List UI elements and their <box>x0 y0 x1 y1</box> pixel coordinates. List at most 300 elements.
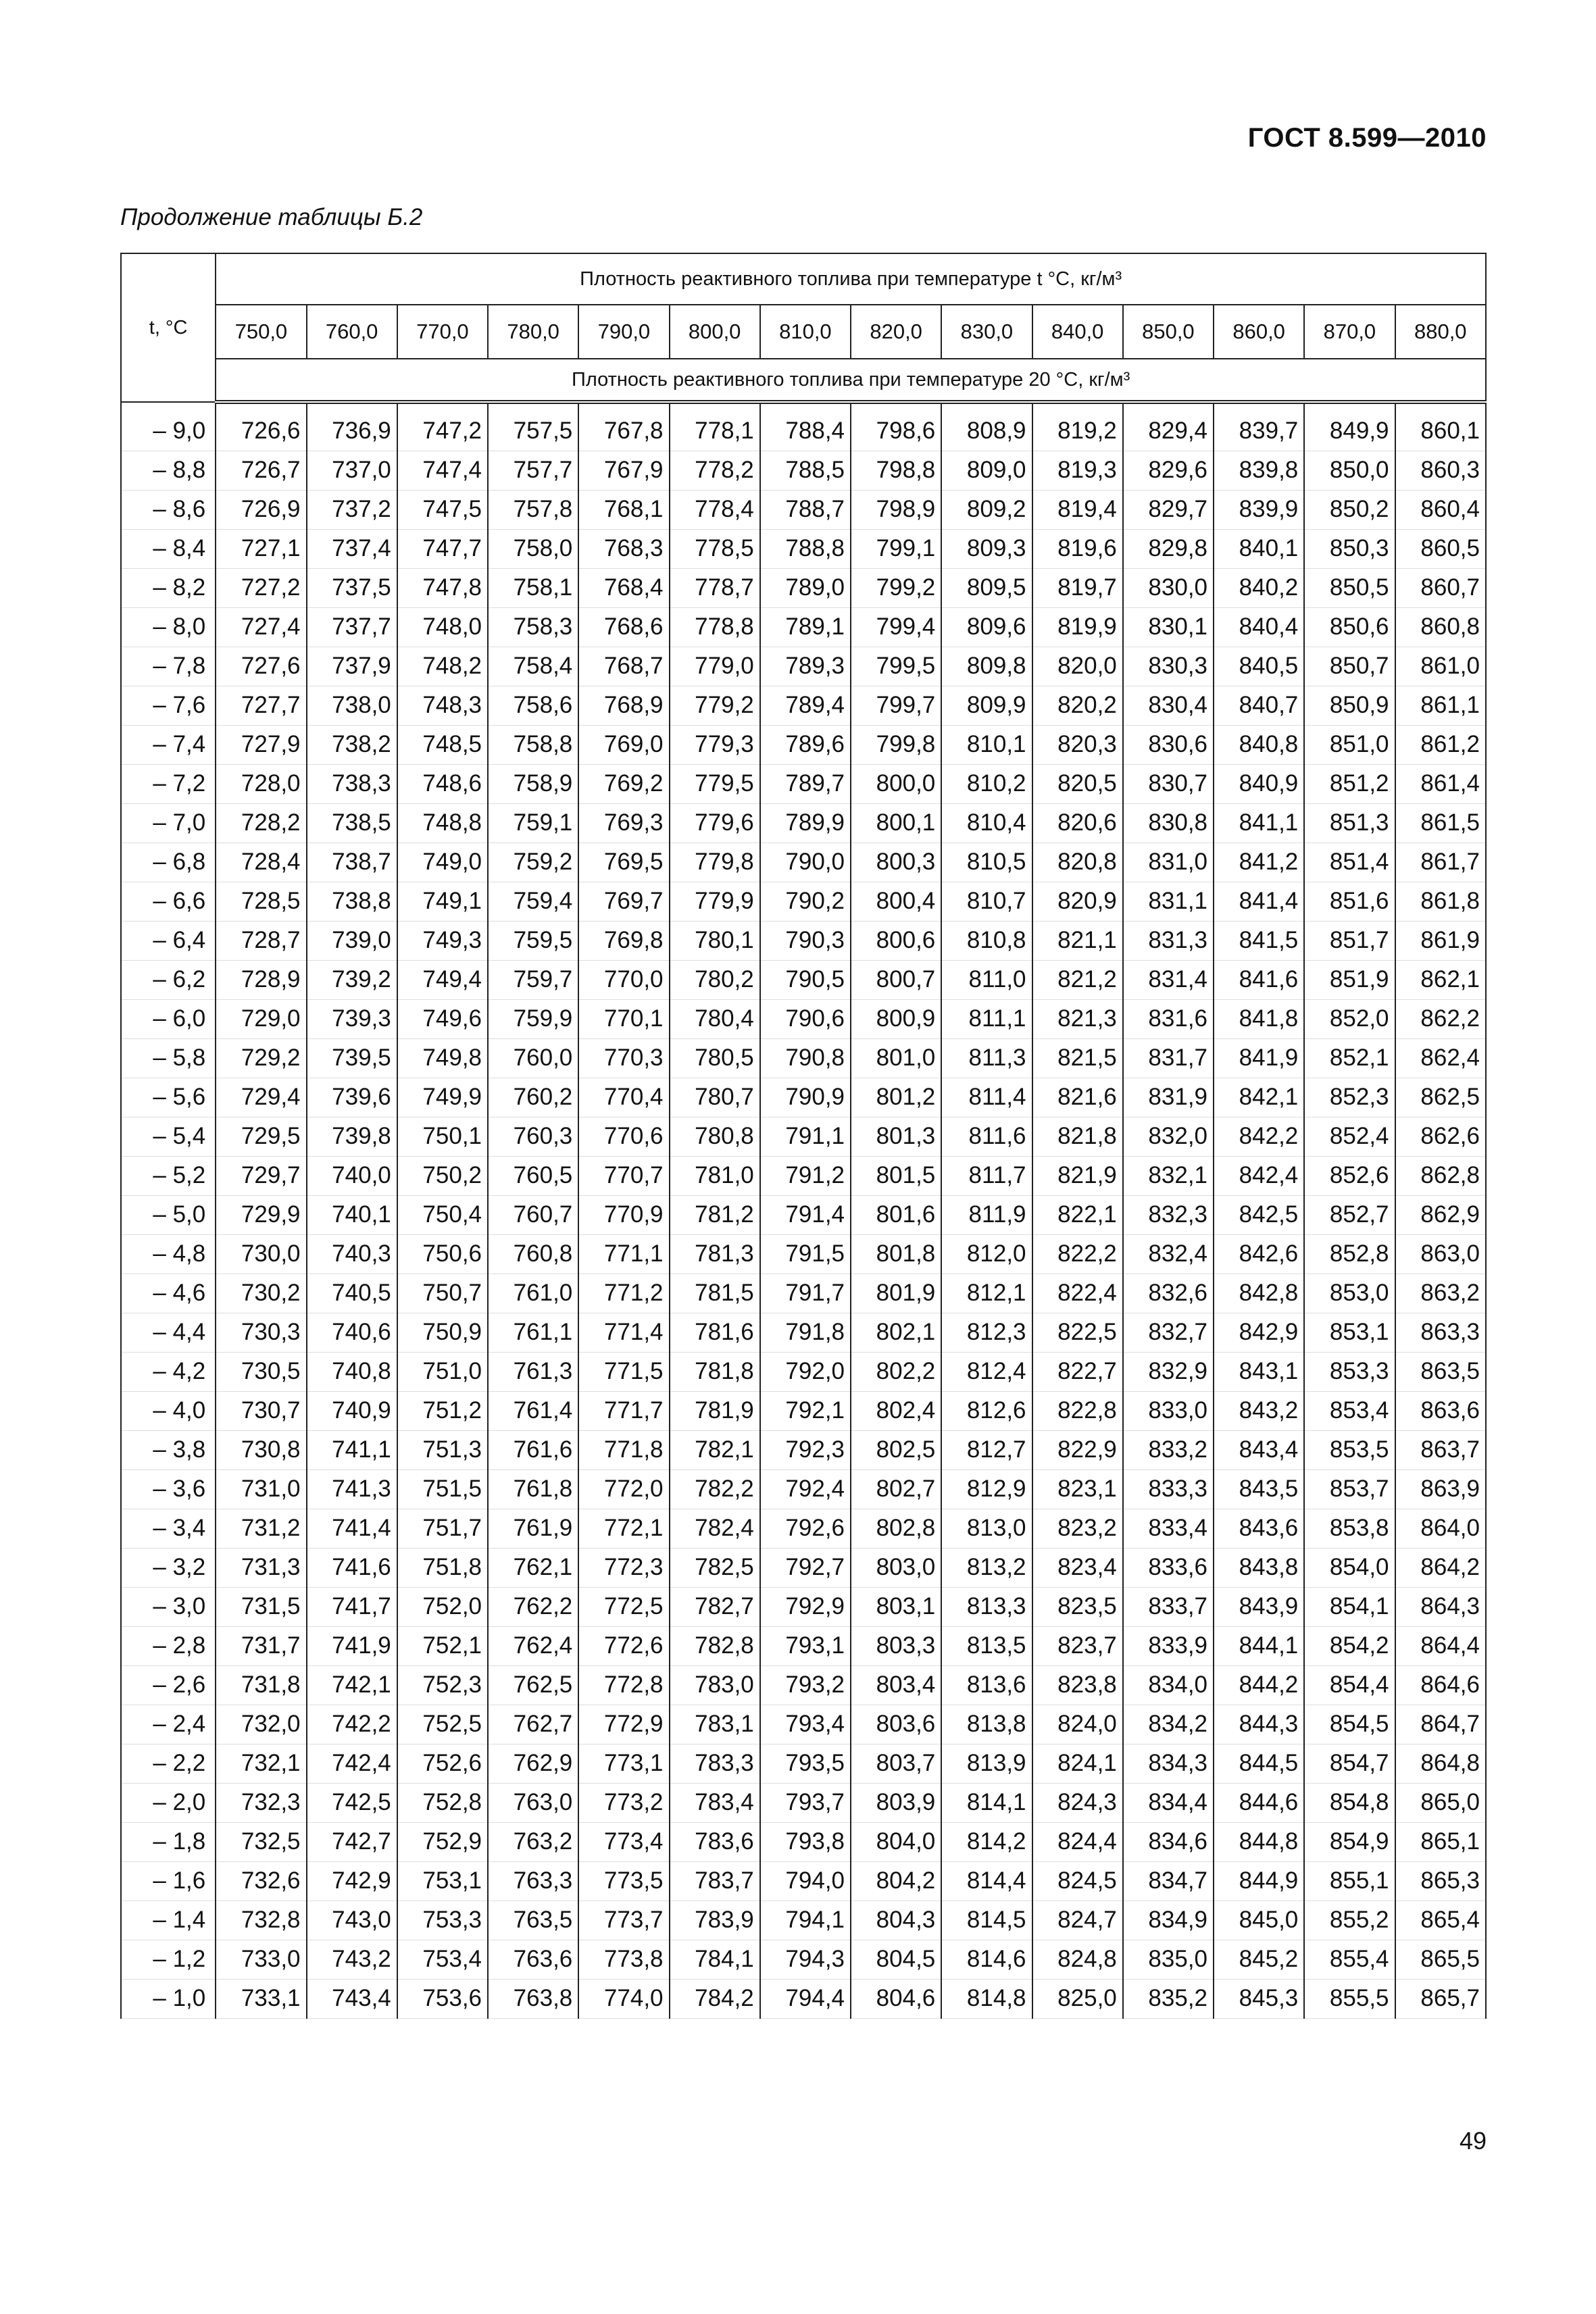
density-cell: 834,6 <box>1123 1822 1214 1861</box>
density-cell: 740,0 <box>307 1156 397 1195</box>
density-cell: 783,7 <box>670 1861 760 1901</box>
density-cell: 854,0 <box>1304 1548 1395 1587</box>
table-row <box>121 1469 1486 1509</box>
density-cell: 844,1 <box>1214 1626 1304 1665</box>
density-cell: 758,0 <box>488 529 578 568</box>
density-cell: 728,9 <box>216 960 306 999</box>
temperature-cell: – 8,0 <box>121 607 216 647</box>
density-cell: 780,5 <box>670 1038 760 1078</box>
density-cell: 862,2 <box>1395 999 1486 1038</box>
density-cell: 823,8 <box>1032 1665 1123 1705</box>
density-cell: 824,7 <box>1032 1901 1123 1940</box>
density-cell: 740,8 <box>307 1352 397 1391</box>
temperature-cell: – 3,2 <box>121 1548 216 1587</box>
column-header-density: 860,0 <box>1214 305 1304 359</box>
density-cell: 727,4 <box>216 607 306 647</box>
density-cell: 800,0 <box>851 764 941 803</box>
density-cell: 851,0 <box>1304 725 1395 764</box>
density-cell: 729,0 <box>216 999 306 1038</box>
density-cell: 841,5 <box>1214 921 1304 960</box>
density-cell: 778,1 <box>670 411 760 451</box>
density-cell: 793,4 <box>760 1705 851 1744</box>
density-cell: 751,5 <box>397 1469 488 1509</box>
density-cell: 747,7 <box>397 529 488 568</box>
density-cell: 729,2 <box>216 1038 306 1078</box>
density-cell: 749,0 <box>397 842 488 882</box>
density-cell: 749,4 <box>397 960 488 999</box>
temperature-cell: – 1,8 <box>121 1822 216 1861</box>
density-cell: 772,1 <box>578 1509 669 1548</box>
density-cell: 772,3 <box>578 1548 669 1587</box>
table-row <box>121 764 1486 803</box>
density-cell: 853,4 <box>1304 1391 1395 1430</box>
table-row <box>121 1783 1486 1822</box>
density-cell: 792,0 <box>760 1352 851 1391</box>
density-cell: 862,9 <box>1395 1195 1486 1234</box>
density-cell: 820,2 <box>1032 686 1123 725</box>
density-cell: 865,0 <box>1395 1783 1486 1822</box>
density-cell: 760,7 <box>488 1195 578 1234</box>
density-cell: 832,6 <box>1123 1274 1214 1313</box>
density-cell: 822,2 <box>1032 1234 1123 1274</box>
density-cell: 792,3 <box>760 1430 851 1469</box>
density-cell: 835,2 <box>1123 1979 1214 2018</box>
density-cell: 789,7 <box>760 764 851 803</box>
density-cell: 844,2 <box>1214 1665 1304 1705</box>
density-cell: 843,9 <box>1214 1587 1304 1626</box>
temperature-cell: – 4,0 <box>121 1391 216 1430</box>
column-header-density: 790,0 <box>578 305 669 359</box>
density-cell: 842,5 <box>1214 1195 1304 1234</box>
density-cell: 865,1 <box>1395 1822 1486 1861</box>
density-cell: 860,3 <box>1395 451 1486 490</box>
density-cell: 760,3 <box>488 1117 578 1156</box>
density-cell: 782,2 <box>670 1469 760 1509</box>
density-cell: 771,8 <box>578 1430 669 1469</box>
density-cell: 852,4 <box>1304 1117 1395 1156</box>
density-cell: 841,8 <box>1214 999 1304 1038</box>
density-cell: 789,9 <box>760 803 851 842</box>
density-cell: 835,0 <box>1123 1940 1214 1979</box>
density-cell: 843,6 <box>1214 1509 1304 1548</box>
density-cell: 729,9 <box>216 1195 306 1234</box>
density-cell: 738,5 <box>307 803 397 842</box>
density-cell: 854,5 <box>1304 1705 1395 1744</box>
density-cell: 767,8 <box>578 411 669 451</box>
table-row <box>121 1587 1486 1626</box>
density-cell: 810,8 <box>941 921 1032 960</box>
column-header-density: 820,0 <box>851 305 941 359</box>
density-cell: 854,2 <box>1304 1626 1395 1665</box>
density-cell: 863,9 <box>1395 1469 1486 1509</box>
density-cell: 853,3 <box>1304 1352 1395 1391</box>
page-number: 49 <box>1459 2127 1487 2155</box>
density-cell: 819,2 <box>1032 411 1123 451</box>
density-cell: 757,5 <box>488 411 578 451</box>
density-cell: 761,3 <box>488 1352 578 1391</box>
density-cell: 824,5 <box>1032 1861 1123 1901</box>
temperature-cell: – 1,0 <box>121 1979 216 2018</box>
density-cell: 748,2 <box>397 647 488 686</box>
density-cell: 763,5 <box>488 1901 578 1940</box>
density-cell: 852,3 <box>1304 1078 1395 1117</box>
density-cell: 860,1 <box>1395 411 1486 451</box>
density-cell: 803,9 <box>851 1783 941 1822</box>
density-cell: 834,0 <box>1123 1665 1214 1705</box>
density-cell: 727,2 <box>216 568 306 607</box>
density-cell: 760,0 <box>488 1038 578 1078</box>
density-cell: 778,5 <box>670 529 760 568</box>
density-cell: 862,5 <box>1395 1078 1486 1117</box>
density-cell: 740,5 <box>307 1274 397 1313</box>
density-cell: 727,9 <box>216 725 306 764</box>
table-row <box>121 1861 1486 1901</box>
temperature-cell: – 4,6 <box>121 1274 216 1313</box>
density-cell: 821,6 <box>1032 1078 1123 1117</box>
temperature-cell: – 6,4 <box>121 921 216 960</box>
density-cell: 799,5 <box>851 647 941 686</box>
density-cell: 782,4 <box>670 1509 760 1548</box>
column-header-density: 800,0 <box>670 305 760 359</box>
density-cell: 843,4 <box>1214 1430 1304 1469</box>
density-cell: 821,8 <box>1032 1117 1123 1156</box>
density-cell: 741,3 <box>307 1469 397 1509</box>
temperature-cell: – 8,2 <box>121 568 216 607</box>
density-cell: 768,4 <box>578 568 669 607</box>
density-cell: 727,6 <box>216 647 306 686</box>
density-table <box>120 253 1487 2019</box>
density-cell: 749,9 <box>397 1078 488 1117</box>
density-cell: 864,3 <box>1395 1587 1486 1626</box>
density-cell: 758,4 <box>488 647 578 686</box>
density-cell: 810,2 <box>941 764 1032 803</box>
temperature-cell: – 2,8 <box>121 1626 216 1665</box>
temperature-cell: – 3,0 <box>121 1587 216 1626</box>
density-cell: 761,0 <box>488 1274 578 1313</box>
column-header-density: 870,0 <box>1304 305 1395 359</box>
density-cell: 813,2 <box>941 1548 1032 1587</box>
density-cell: 863,0 <box>1395 1234 1486 1274</box>
table-row <box>121 960 1486 999</box>
density-cell: 792,4 <box>760 1469 851 1509</box>
density-cell: 760,2 <box>488 1078 578 1117</box>
density-cell: 769,7 <box>578 882 669 921</box>
density-cell: 801,6 <box>851 1195 941 1234</box>
density-cell: 731,5 <box>216 1587 306 1626</box>
density-cell: 865,4 <box>1395 1901 1486 1940</box>
temperature-cell: – 3,4 <box>121 1509 216 1548</box>
density-cell: 793,7 <box>760 1783 851 1822</box>
density-cell: 813,0 <box>941 1509 1032 1548</box>
temperature-cell: – 7,6 <box>121 686 216 725</box>
density-cell: 804,3 <box>851 1901 941 1940</box>
density-cell: 790,9 <box>760 1078 851 1117</box>
density-cell: 779,5 <box>670 764 760 803</box>
density-cell: 762,5 <box>488 1665 578 1705</box>
density-cell: 813,5 <box>941 1626 1032 1665</box>
density-cell: 732,1 <box>216 1744 306 1783</box>
density-cell: 799,7 <box>851 686 941 725</box>
density-cell: 773,5 <box>578 1861 669 1901</box>
table-row <box>121 1195 1486 1234</box>
density-cell: 763,8 <box>488 1979 578 2018</box>
density-cell: 793,1 <box>760 1626 851 1665</box>
density-cell: 852,1 <box>1304 1038 1395 1078</box>
density-cell: 840,4 <box>1214 607 1304 647</box>
density-cell: 779,0 <box>670 647 760 686</box>
density-cell: 823,5 <box>1032 1587 1123 1626</box>
column-header-density: 780,0 <box>488 305 578 359</box>
density-cell: 741,4 <box>307 1509 397 1548</box>
density-cell: 800,7 <box>851 960 941 999</box>
density-cell: 852,7 <box>1304 1195 1395 1234</box>
temperature-cell: – 2,6 <box>121 1665 216 1705</box>
density-cell: 768,3 <box>578 529 669 568</box>
density-cell: 792,7 <box>760 1548 851 1587</box>
density-cell: 769,3 <box>578 803 669 842</box>
density-cell: 850,3 <box>1304 529 1395 568</box>
density-cell: 861,7 <box>1395 842 1486 882</box>
density-cell: 750,1 <box>397 1117 488 1156</box>
density-cell: 834,7 <box>1123 1861 1214 1901</box>
density-cell: 732,5 <box>216 1822 306 1861</box>
density-cell: 750,6 <box>397 1234 488 1274</box>
temperature-cell: – 4,4 <box>121 1313 216 1352</box>
temperature-cell: – 4,2 <box>121 1352 216 1391</box>
density-cell: 782,7 <box>670 1587 760 1626</box>
density-cell: 783,6 <box>670 1822 760 1861</box>
density-cell: 794,1 <box>760 1901 851 1940</box>
density-cell: 852,6 <box>1304 1156 1395 1195</box>
density-cell: 779,2 <box>670 686 760 725</box>
column-header-density: 770,0 <box>397 305 488 359</box>
density-cell: 800,6 <box>851 921 941 960</box>
density-cell: 761,6 <box>488 1430 578 1469</box>
table-row <box>121 1509 1486 1548</box>
temperature-cell: – 9,0 <box>121 411 216 451</box>
density-cell: 799,1 <box>851 529 941 568</box>
density-cell: 802,8 <box>851 1509 941 1548</box>
density-cell: 840,1 <box>1214 529 1304 568</box>
density-cell: 738,3 <box>307 764 397 803</box>
density-cell: 865,7 <box>1395 1979 1486 2018</box>
density-cell: 840,9 <box>1214 764 1304 803</box>
density-cell: 769,2 <box>578 764 669 803</box>
density-cell: 761,4 <box>488 1391 578 1430</box>
density-cell: 790,0 <box>760 842 851 882</box>
density-cell: 742,2 <box>307 1705 397 1744</box>
density-cell: 752,0 <box>397 1587 488 1626</box>
density-cell: 831,3 <box>1123 921 1214 960</box>
column-header-density: 880,0 <box>1395 305 1486 359</box>
density-cell: 821,3 <box>1032 999 1123 1038</box>
density-cell: 852,8 <box>1304 1234 1395 1274</box>
density-cell: 752,8 <box>397 1783 488 1822</box>
density-cell: 811,6 <box>941 1117 1032 1156</box>
density-cell: 738,8 <box>307 882 397 921</box>
density-cell: 811,0 <box>941 960 1032 999</box>
density-cell: 743,4 <box>307 1979 397 2018</box>
density-cell: 783,0 <box>670 1665 760 1705</box>
density-cell: 830,4 <box>1123 686 1214 725</box>
density-cell: 791,1 <box>760 1117 851 1156</box>
density-cell: 862,8 <box>1395 1156 1486 1195</box>
density-cell: 781,3 <box>670 1234 760 1274</box>
density-cell: 830,3 <box>1123 647 1214 686</box>
density-cell: 739,5 <box>307 1038 397 1078</box>
density-cell: 829,4 <box>1123 411 1214 451</box>
density-cell: 861,1 <box>1395 686 1486 725</box>
density-cell: 768,7 <box>578 647 669 686</box>
density-cell: 803,3 <box>851 1626 941 1665</box>
density-cell: 789,3 <box>760 647 851 686</box>
density-cell: 863,7 <box>1395 1430 1486 1469</box>
temperature-cell: – 1,6 <box>121 1861 216 1901</box>
density-cell: 801,8 <box>851 1234 941 1274</box>
density-cell: 844,3 <box>1214 1705 1304 1744</box>
temperature-cell: – 4,8 <box>121 1234 216 1274</box>
density-cell: 853,8 <box>1304 1509 1395 1548</box>
density-cell: 794,3 <box>760 1940 851 1979</box>
density-cell: 770,9 <box>578 1195 669 1234</box>
density-cell: 736,9 <box>307 411 397 451</box>
density-cell: 793,2 <box>760 1665 851 1705</box>
density-cell: 799,8 <box>851 725 941 764</box>
density-cell: 772,0 <box>578 1469 669 1509</box>
density-cell: 830,0 <box>1123 568 1214 607</box>
density-cell: 740,1 <box>307 1195 397 1234</box>
density-cell: 767,9 <box>578 451 669 490</box>
density-cell: 814,1 <box>941 1783 1032 1822</box>
column-header-density: 760,0 <box>307 305 397 359</box>
density-cell: 812,4 <box>941 1352 1032 1391</box>
density-cell: 752,1 <box>397 1626 488 1665</box>
density-cell: 809,8 <box>941 647 1032 686</box>
table-row <box>121 842 1486 882</box>
density-cell: 780,4 <box>670 999 760 1038</box>
density-cell: 781,0 <box>670 1156 760 1195</box>
density-cell: 823,1 <box>1032 1469 1123 1509</box>
density-cell: 758,1 <box>488 568 578 607</box>
column-header-density: 750,0 <box>216 305 306 359</box>
density-cell: 832,0 <box>1123 1117 1214 1156</box>
density-cell: 813,3 <box>941 1587 1032 1626</box>
density-cell: 770,6 <box>578 1117 669 1156</box>
density-cell: 832,3 <box>1123 1195 1214 1234</box>
density-cell: 855,5 <box>1304 1979 1395 2018</box>
density-cell: 740,3 <box>307 1234 397 1274</box>
table-row <box>121 490 1486 529</box>
density-cell: 759,1 <box>488 803 578 842</box>
density-cell: 791,5 <box>760 1234 851 1274</box>
density-cell: 773,8 <box>578 1940 669 1979</box>
table-caption: Продолжение таблицы Б.2 <box>120 204 423 230</box>
density-cell: 751,7 <box>397 1509 488 1548</box>
density-cell: 750,9 <box>397 1313 488 1352</box>
density-cell: 801,0 <box>851 1038 941 1078</box>
density-cell: 851,2 <box>1304 764 1395 803</box>
density-cell: 751,2 <box>397 1391 488 1430</box>
density-cell: 841,6 <box>1214 960 1304 999</box>
density-cell: 751,0 <box>397 1352 488 1391</box>
density-cell: 864,6 <box>1395 1665 1486 1705</box>
density-cell: 863,3 <box>1395 1313 1486 1352</box>
density-cell: 822,4 <box>1032 1274 1123 1313</box>
density-cell: 861,9 <box>1395 921 1486 960</box>
density-cell: 768,6 <box>578 607 669 647</box>
density-cell: 738,7 <box>307 842 397 882</box>
density-cell: 842,4 <box>1214 1156 1304 1195</box>
density-cell: 861,5 <box>1395 803 1486 842</box>
density-cell: 730,3 <box>216 1313 306 1352</box>
density-cell: 730,8 <box>216 1430 306 1469</box>
density-cell: 748,3 <box>397 686 488 725</box>
density-cell: 771,2 <box>578 1274 669 1313</box>
density-cell: 753,4 <box>397 1940 488 1979</box>
density-cell: 865,3 <box>1395 1861 1486 1901</box>
density-cell: 780,7 <box>670 1078 760 1117</box>
document-header: ГОСТ 8.599—2010 <box>1247 123 1487 153</box>
table-row <box>121 803 1486 842</box>
density-cell: 732,8 <box>216 1901 306 1940</box>
density-cell: 809,3 <box>941 529 1032 568</box>
density-cell: 783,9 <box>670 1901 760 1940</box>
density-cell: 820,3 <box>1032 725 1123 764</box>
table-row <box>121 647 1486 686</box>
density-cell: 763,2 <box>488 1822 578 1861</box>
density-cell: 758,3 <box>488 607 578 647</box>
density-cell: 758,9 <box>488 764 578 803</box>
table-row <box>121 411 1486 451</box>
density-cell: 780,1 <box>670 921 760 960</box>
density-cell: 737,7 <box>307 607 397 647</box>
density-cell: 757,8 <box>488 490 578 529</box>
density-cell: 811,4 <box>941 1078 1032 1117</box>
density-cell: 844,6 <box>1214 1783 1304 1822</box>
density-cell: 731,3 <box>216 1548 306 1587</box>
density-cell: 740,6 <box>307 1313 397 1352</box>
density-cell: 781,2 <box>670 1195 760 1234</box>
table-row <box>121 1430 1486 1469</box>
density-cell: 854,9 <box>1304 1822 1395 1861</box>
density-cell: 771,5 <box>578 1352 669 1391</box>
density-cell: 842,1 <box>1214 1078 1304 1117</box>
density-cell: 762,4 <box>488 1626 578 1665</box>
density-cell: 823,4 <box>1032 1548 1123 1587</box>
density-cell: 861,4 <box>1395 764 1486 803</box>
temperature-cell: – 3,8 <box>121 1430 216 1469</box>
column-header-density: 840,0 <box>1032 305 1123 359</box>
density-cell: 799,2 <box>851 568 941 607</box>
table-row <box>121 1078 1486 1117</box>
density-cell: 793,8 <box>760 1822 851 1861</box>
density-cell: 762,1 <box>488 1548 578 1587</box>
density-cell: 812,0 <box>941 1234 1032 1274</box>
density-cell: 842,6 <box>1214 1234 1304 1274</box>
density-cell: 860,4 <box>1395 490 1486 529</box>
density-cell: 737,2 <box>307 490 397 529</box>
density-cell: 789,0 <box>760 568 851 607</box>
density-cell: 758,6 <box>488 686 578 725</box>
density-cell: 843,5 <box>1214 1469 1304 1509</box>
density-cell: 750,2 <box>397 1156 488 1195</box>
density-cell: 829,7 <box>1123 490 1214 529</box>
density-cell: 730,0 <box>216 1234 306 1274</box>
density-cell: 854,1 <box>1304 1587 1395 1626</box>
density-cell: 729,7 <box>216 1156 306 1195</box>
density-cell: 781,8 <box>670 1352 760 1391</box>
temperature-cell: – 5,0 <box>121 1195 216 1234</box>
